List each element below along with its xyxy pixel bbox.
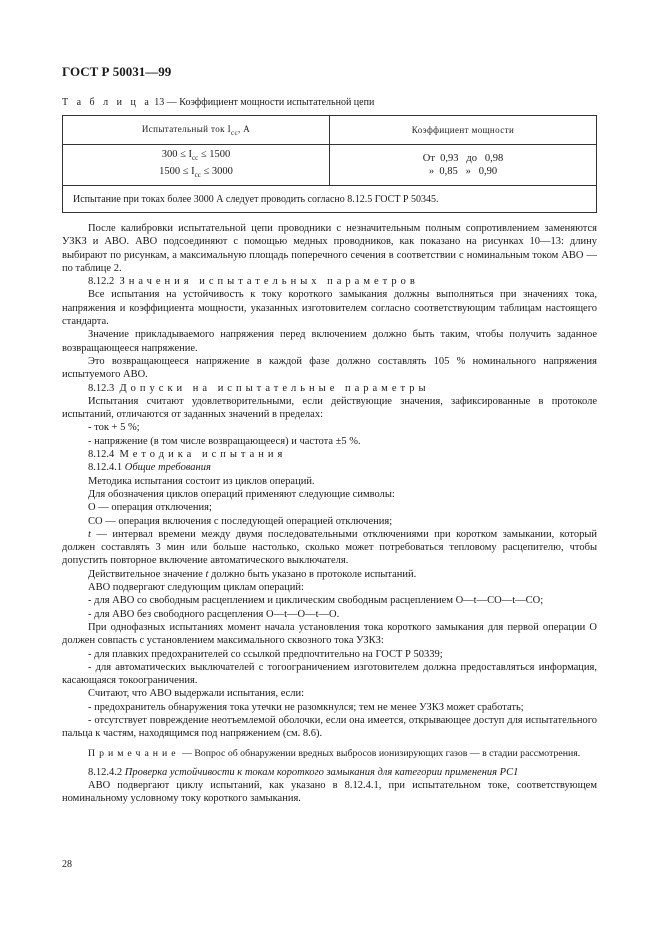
paragraph: Значение прикладываемого напряжения перед включением должно быть таким, чтобы получить заданное возвращающееся напряжение. — [62, 329, 597, 354]
current-range-cell: $300 \le I_{cc} \le 1500$ $1500 \le I_{cc} \le 3000$ — [63, 145, 330, 186]
paragraph: Для обозначения циклов операций применяют следующие символы: — [88, 488, 395, 500]
list-item: - для АВО без свободного расцепления О—t—О—t—О. — [88, 608, 340, 620]
paragraph: Методика испытания состоит из циклов операций. — [88, 475, 315, 487]
section-heading-8-12-4-1: 8.12.4.1 Общие требования — [88, 462, 211, 474]
table-row — [63, 145, 597, 186]
paragraph: АВО подвергают циклу испытаний, как указано в 8.12.4.1, при испытательном токе, соответствующем номинальному условному току короткого замыкания. — [62, 780, 597, 805]
paragraph: При однофазных испытаниях момент начала установления тока короткого замыкания для первой операции О должен совпасть с установлением максимального сквозного тока УЗКЗ: — [62, 621, 597, 647]
paragraph: О — операция отключения; — [88, 502, 212, 514]
table-header-row — [63, 116, 597, 145]
list-item: - для АВО со свободным расцеплением и циклическим свободным расцеплением О—t—СО—t—СО; — [88, 595, 544, 607]
page-number: 28 — [62, 859, 72, 870]
table-note: Испытание при токах более 3000 А следует проводить согласно 8.12.5 ГОСТ Р 50345. — [63, 186, 597, 213]
section-heading-8-12-4-2: 8.12.4.2 Проверка устойчивости к токам короткого замыкания для категории применения РС1 — [88, 766, 519, 778]
list-item: - предохранитель обнаружения тока утечки не разомкнулся; тем не менее УЗКЗ может сработать; — [88, 701, 524, 713]
table-note-row — [63, 186, 597, 213]
note: Примечание — Вопрос об обнаружении вредных выбросов ионизирующих газов — в стадии рассмотрения. — [88, 747, 581, 759]
list-item: - для плавких предохранителей со ссылкой предпочтительно на ГОСТ Р 50339; — [88, 648, 443, 660]
power-factor-column-header: Коэффициент мощности — [330, 116, 597, 145]
paragraph: Испытания считают удовлетворительными, если действующие значения, зафиксированные в протоколе испытаний, отличаются от заданных значений в пределах: — [62, 395, 597, 421]
section-heading-8-12-2: 8.12.2 Значения испытательных параметров — [88, 276, 419, 288]
list-item: - напряжение (в том числе возвращающееся) и частота ±5 %. — [88, 435, 361, 447]
paragraph: Все испытания на устойчивость к току короткого замыкания должны выполняться при значениях тока, напряжения и коэффициента мощности, указанных изготовителем согласно соответствующим таблицам настоящего стандарта. — [62, 289, 597, 328]
list-item: - для автоматических выключателей с тогоограничением изготовителем должна предоставляться информация, касающаяся токоограничения. — [62, 661, 597, 687]
paragraph: Действительное значение t должно быть указано в протоколе испытаний. — [88, 568, 417, 580]
paragraph: СО — операция включения с последующей операцией отключения; — [88, 515, 393, 527]
document-body — [62, 222, 597, 806]
paragraph: АВО подвергают следующим циклам операций: — [88, 582, 304, 594]
section-heading-8-12-3: 8.12.3 Допуски на испытательные параметры — [88, 382, 430, 394]
table-label: Т а б л и ц а — [62, 97, 152, 108]
current-column-header: Испытательный ток $I_{cc}$, А — [63, 116, 330, 145]
paragraph: После калибровки испытательной цепи проводники с незначительным полным сопротивлением заменяются УЗКЗ и АВО. АВО подсоединяют с помощью медных проводников, как показано на рисунках 10—13: длину выбирают по рисункам, а максимальную площадь поперечного сечения в соответствии с номинальным током АВО — по таблице 2. — [62, 223, 597, 274]
list-item: - отсутствует повреждение неотъемлемой оболочки, если она имеется, открывающее доступ для испытательного пальца к частям, находящимся под напряжением (см. 8.6). — [62, 714, 597, 740]
paragraph: Считают, что АВО выдержали испытания, если: — [88, 688, 305, 700]
section-heading-8-12-4: 8.12.4 Методика испытания — [88, 449, 287, 461]
paragraph: Это возвращающееся напряжение в каждой фазе должно составлять 105 % номинального напряжения испытуемого АВО. — [62, 355, 597, 381]
table-caption — [62, 97, 374, 108]
power-factor-cell: От 0,93 до 0,98 » 0,85 » 0,90 — [330, 145, 597, 186]
standard-header: ГОСТ Р 50031—99 — [62, 64, 172, 79]
table-number: 13 — [154, 97, 165, 108]
power-factor-table — [62, 115, 597, 213]
table-title: — Коэффициент мощности испытательной цепи — [166, 97, 375, 108]
paragraph: t — интервал времени между двумя последовательными отключениями при коротком замыкании, который должен составлять 3 мин или больше настолько, сколько может потребоваться тепловому расцепителю, чтобы допустить повторное включение автоматического выключателя. — [62, 528, 597, 567]
list-item: - ток + 5 %; — [88, 422, 140, 434]
